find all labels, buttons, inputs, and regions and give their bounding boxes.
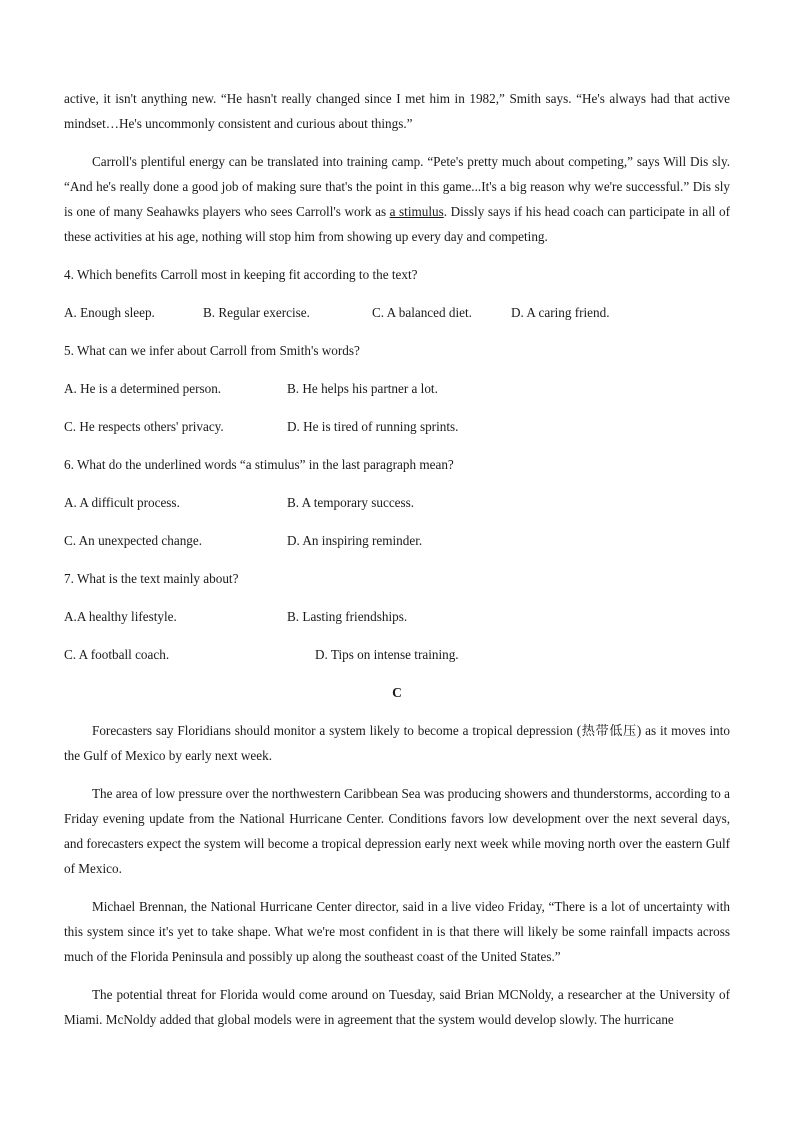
question-4-option-d: D. A caring friend. [511, 305, 610, 320]
question-5-option-c: C. He respects others' privacy. [64, 419, 224, 434]
question-7-stem: 7. What is the text mainly about? [64, 571, 239, 586]
question-4-option-b: B. Regular exercise. [203, 305, 310, 320]
question-7-option-d: D. Tips on intense training. [315, 647, 459, 662]
question-7-options-row-1 [64, 604, 730, 629]
question-7-option-a: A.A healthy lifestyle. [64, 609, 177, 624]
question-4-option-a: A. Enough sleep. [64, 305, 155, 320]
question-5-option-b: B. He helps his partner a lot. [287, 381, 438, 396]
section-c-paragraph-2: The area of low pressure over the northwestern Caribbean Sea was producing showers and thunderstorms, according to a Friday evening update from the National Hurricane Center. Conditions favors low development over the next several days, and forecasters expect the system will become a tropical depression early next week while moving north over the eastern Gulf of Mexico. [64, 786, 730, 876]
question-6-option-b: B. A temporary success. [287, 495, 415, 510]
question-6-options-row-2 [64, 528, 730, 553]
paragraph-2-text-end: . Dissly says if his head coach can participate in all of these activities at his age, nothing will stop him from showing up every day and competing. [64, 204, 730, 244]
question-4-options [64, 300, 730, 325]
question-5-option-d: D. He is tired of running sprints. [287, 419, 459, 434]
question-5-stem: 5. What can we infer about Carroll from Smith's words? [64, 343, 360, 358]
question-5-option-a: A. He is a determined person. [64, 381, 222, 396]
document-page [64, 86, 730, 1032]
passage-b-paragraph-2 [64, 149, 730, 249]
question-4-stem: 4. Which benefits Carroll most in keeping fit according to the text? [64, 267, 418, 282]
question-6-stem: 6. What do the underlined words “a stimulus” in the last paragraph mean? [64, 457, 454, 472]
question-7-option-c: C. A football coach. [64, 647, 170, 662]
section-c-heading: C [392, 685, 402, 700]
question-6-option-c: C. An unexpected change. [64, 533, 203, 548]
section-c-paragraph-1: Forecasters say Floridians should monitor a system likely to become a tropical depression (热带低压) as it moves into the Gulf of Mexico by early next week. [64, 723, 730, 763]
section-c-paragraph-4: The potential threat for Florida would come around on Tuesday, said Brian MCNoldy, a researcher at the University of Miami. McNoldy added that global models were in agreement that the system would develop slowly. The hurricane [64, 987, 730, 1027]
section-c-paragraph-3: Michael Brennan, the National Hurricane Center director, said in a live video Friday, “There is a lot of uncertainty with this system since it's yet to take shape. What we're most confident in is that there will likely be some rainfall impacts across much of the Florida Peninsula and possibly up along the southeast coast of the United States.” [64, 899, 730, 964]
question-7-option-b: B. Lasting friendships. [287, 609, 408, 624]
question-4-option-c: C. A balanced diet. [372, 305, 472, 320]
question-6-option-a: A. A difficult process. [64, 495, 180, 510]
passage-b-paragraph-1: active, it isn't anything new. “He hasn't really changed since I met him in 1982,” Smith says. “He's always had that active mindset…He's uncommonly consistent and curious about things.” [64, 91, 730, 131]
paragraph-2-text: Carroll's plentiful energy can be translated into training camp. “Pete's pretty much about competing,” says Will Dis sly. “And he's really done a good job of making sure that's the point in this game...It's a big reason why we're successful.” Dis sly is one of many Seahawks players who sees Carroll's work as [64, 154, 730, 219]
question-5-options-row-2 [64, 414, 730, 439]
question-6-options-row-1 [64, 490, 730, 515]
question-6-option-d: D. An inspiring reminder. [287, 533, 423, 548]
question-7-options-row-2 [64, 642, 730, 667]
underlined-phrase: a stimulus [389, 204, 444, 219]
question-5-options-row-1 [64, 376, 730, 401]
